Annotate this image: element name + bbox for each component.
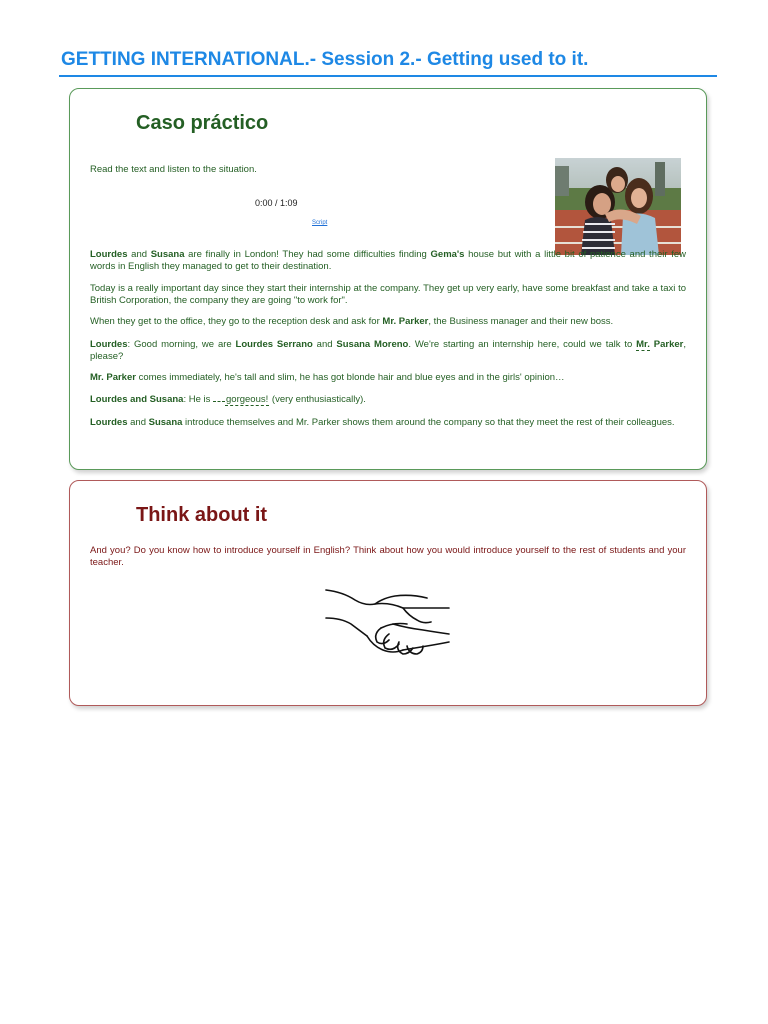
page-title: GETTING INTERNATIONAL.- Session 2.- Getting used to it.	[61, 49, 589, 70]
mr-parker-glossary-link[interactable]: Mr.	[636, 339, 650, 350]
story-paragraph-1: Lourdes and Susana are finally in London! They had some difficulties finding Gema's house but with a little bit of patience and their few words in English they managed to get to their destination.	[90, 249, 686, 272]
caso-practico-heading: Caso práctico	[136, 112, 269, 134]
think-about-it-heading: Think about it	[136, 504, 268, 526]
story-paragraph-3: When they get to the office, they go to the reception desk and ask for Mr. Parker, the Business manager and their new boss.	[90, 316, 614, 327]
caso-practico-box	[69, 88, 707, 470]
audio-player-time[interactable]: 0:00 / 1:09	[255, 198, 298, 208]
story-paragraph-2: Today is a really important day since they start their internship at the company. They get up very early, have some breakfast and take a taxi to British Corporation, the company they are going "to work for".	[90, 283, 686, 306]
intro-text: Read the text and listen to the situation.	[90, 164, 257, 175]
answer-blank	[213, 401, 225, 402]
story-paragraph-4: Lourdes: Good morning, we are Lourdes Serrano and Susana Moreno. We're starting an internship here, could we talk to Mr. Parker, please?	[90, 339, 686, 362]
think-question-text: And you? Do you know how to introduce yourself in English? Think about how you would introduce yourself to the rest of students and your teacher.	[90, 545, 686, 568]
story-paragraph-7: Lourdes and Susana introduce themselves and Mr. Parker shows them around the company so that they meet the rest of their colleagues.	[90, 417, 675, 428]
script-link[interactable]: Script	[312, 220, 328, 226]
think-about-it-box	[69, 480, 707, 706]
story-paragraph-6: Lourdes and Susana: He is gorgeous! (very enthusiastically).	[90, 394, 366, 405]
story-paragraph-5: Mr. Parker comes immediately, he's tall and slim, he has got blonde hair and blue eyes and in the girls' opinion…	[90, 372, 565, 383]
title-divider	[59, 75, 717, 77]
handshake-icon	[323, 584, 455, 662]
three-girls-hugging-photo	[555, 158, 681, 255]
gorgeous-word[interactable]: gorgeous!	[226, 394, 269, 405]
